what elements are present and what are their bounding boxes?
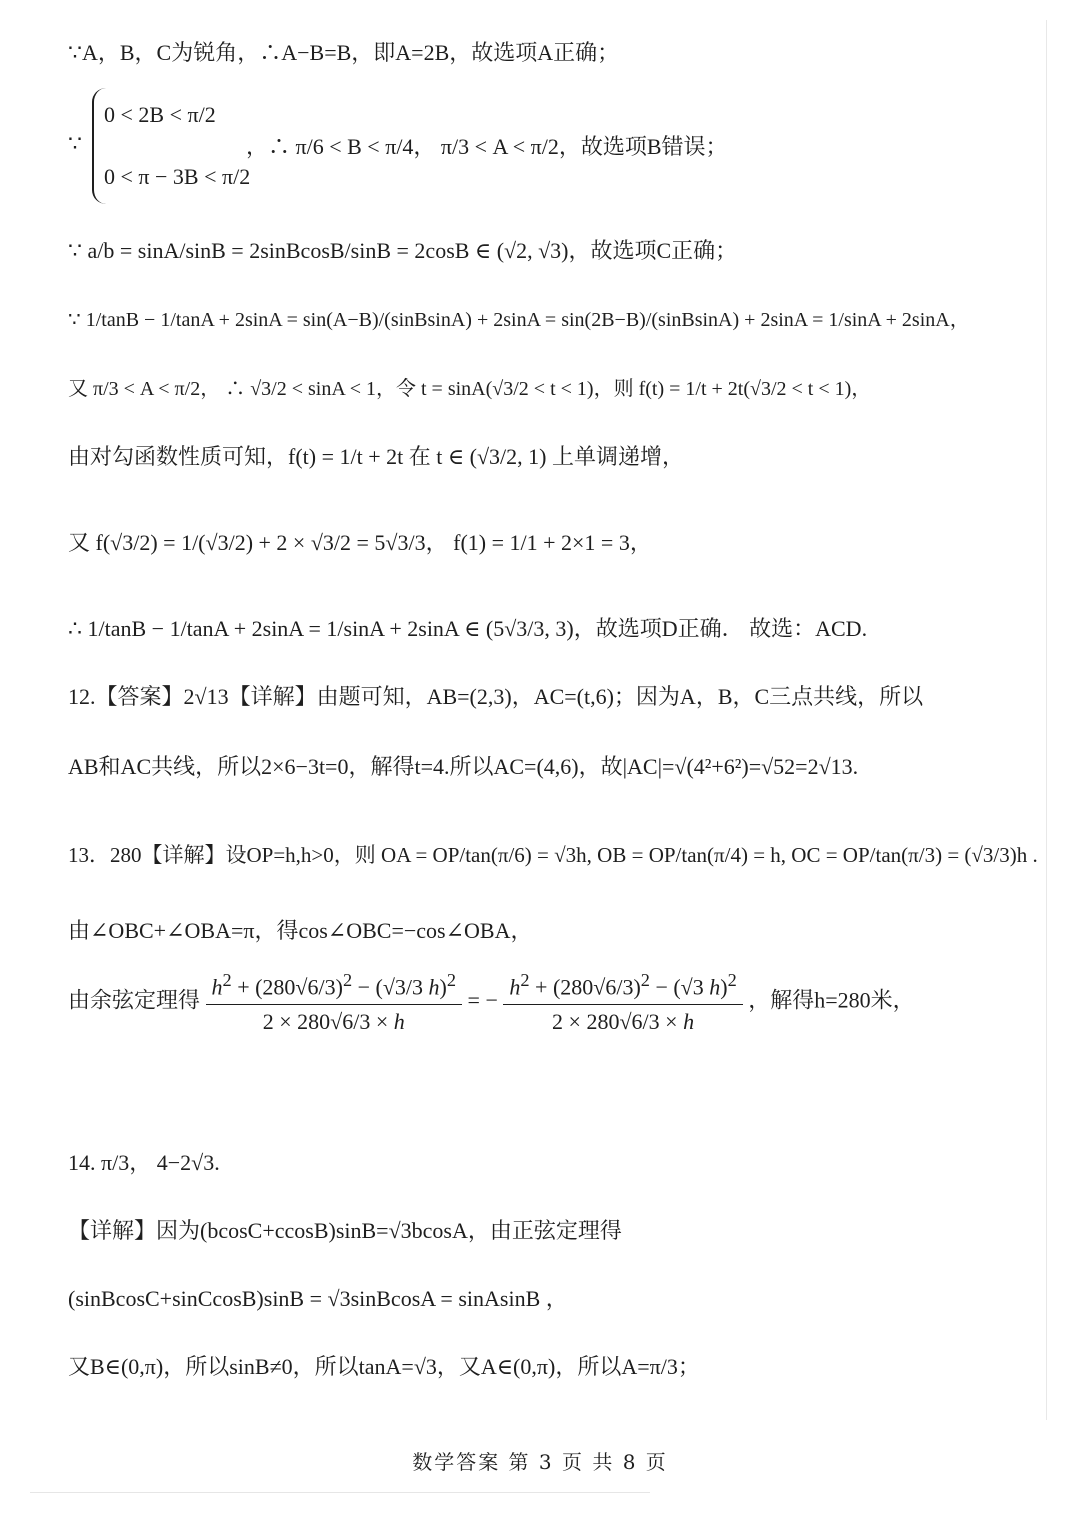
cosine-law-equation: 由余弦定理得 $\frac{h^2 + (280√6/3)^2 - (√3/3 h)^2}{2 \times 280√6/3 \times h}$ = − $\frac{h^2 + (280√6/3)^2 - (√3 h)^2}{2 \times 280√6/3 \times h}$ ，解得h=280米， — [68, 970, 915, 1035]
line-monotonic — [68, 442, 1040, 472]
line-monotonic-text: 由对勾函数性质可知，f(t) = 1/t + 2t 在 t ∈ (√3/2, 1) 上单调递增， — [68, 444, 684, 469]
q14-line-4 — [68, 1352, 1040, 1382]
line-option-d-conclusion-text: ∴ 1/tanB − 1/tanA + 2sinA = 1/sinA + 2sinA ∈ (5√3/3, 3)，故选项D正确． 故选：ACD. — [68, 616, 868, 641]
q14-line-3-text: (sinBcosC+sinCcosB)sinB = √3sinBcosA = sinAsinB ， — [68, 1286, 568, 1311]
system-row-2: 0 < π − 3B < π/2 — [104, 164, 251, 189]
line-substitution-text: 又 π/3 < A < π/2， ∴ √3/2 < sinA < 1，令 t = sinA(√3/2 < t < 1)，则 f(t) = 1/t + 2t(√3/2 < t < 1)， — [68, 378, 872, 400]
q12-line-2 — [68, 752, 1040, 782]
system-row-1: 0 < 2B < π/2 — [104, 102, 216, 127]
line-option-c-text: ∵ a/b = sinA/sinB = 2sinBcosB/sinB = 2cosB ∈ (√2, √3)，故选项C正确； — [68, 238, 738, 263]
q14-line-2-text: 【详解】因为(bcosC+ccosB)sinB=√3bcosA，由正弦定理得 — [68, 1218, 622, 1243]
cosine-fraction-right: $\frac{h^2 + (280√6/3)^2 - (√3 h)^2}{2 \times 280√6/3 \times h}$ — [503, 970, 742, 1035]
q13-line-1 — [68, 840, 1040, 870]
q14-line-3 — [68, 1284, 1040, 1314]
line-option-d-expression — [68, 305, 1040, 335]
because-symbol: ∵ — [68, 132, 82, 157]
bottom-edge-rule — [30, 1492, 650, 1493]
line-option-c — [68, 236, 1040, 266]
q14-line-1-text: 14. π/3， 4−2√3. — [68, 1150, 220, 1175]
q14-line-1 — [68, 1148, 1040, 1178]
page-footer: 数学答案 第 3 页 共 8 页 — [412, 1450, 668, 1474]
line-endpoint-values — [68, 528, 1040, 558]
line-substitution — [68, 374, 1040, 404]
line-acute-angles-text: ∵A，B，C为锐角，∴A−B=B，即A=2B，故选项A正确； — [68, 40, 620, 65]
line-option-d-conclusion — [68, 614, 1040, 644]
q14-line-2 — [68, 1216, 1040, 1246]
cosine-law-label: 由余弦定理得 — [68, 987, 201, 1013]
cosine-fraction-left: $\frac{h^2 + (280√6/3)^2 - (√3/3 h)^2}{2 \times 280√6/3 \times h}$ — [206, 970, 463, 1035]
line-endpoint-values-text: 又 f(√3/2) = 1/(√3/2) + 2 × √3/2 = 5√3/3， f(1) = 1/1 + 2×1 = 3， — [68, 530, 652, 555]
system-conclusion: ，∴ π/6 < B < π/4， π/3 < A < π/2，故选项B错误； — [246, 134, 728, 159]
q14-line-4-text: 又B∈(0,π)，所以sinB≠0，所以tanA=√3，又A∈(0,π)，所以A=π/3； — [68, 1354, 700, 1379]
q13-line-2-text: 由∠OBC+∠OBA=π，得cos∠OBC=−cos∠OBA， — [68, 918, 533, 943]
right-edge-rule — [1046, 20, 1047, 1420]
q12-line-2-text: AB和AC共线，所以2×6−3t=0，解得t=4.所以AC=(4,6)，故|AC|=√(4²+6²)=√52=2√13. — [68, 754, 859, 779]
q13-line-1-text: 13．280【详解】设OP=h,h>0，则 OA = OP/tan(π/6) = √3h, OB = OP/tan(π/4) = h, OC = OP/tan(π/3) = (√3/3)h . — [68, 843, 1038, 867]
q12-line-1 — [68, 682, 1040, 712]
line-option-d-expression-text: ∵ 1/tanB − 1/tanA + 2sinA = sin(A−B)/(sinBsinA) + 2sinA = sin(2B−B)/(sinBsinA) + 2sinA = 1/sinA + 2sinA， — [68, 309, 970, 331]
line-acute-angles — [68, 38, 1040, 68]
cosine-law-result: ，解得h=280米， — [748, 987, 915, 1013]
q12-line-1-text: 12.【答案】2√13【详解】由题可知，AB=(2,3)，AC=(t,6)；因为A，B，C三点共线，所以 — [68, 684, 924, 709]
q13-line-2 — [68, 916, 1040, 946]
